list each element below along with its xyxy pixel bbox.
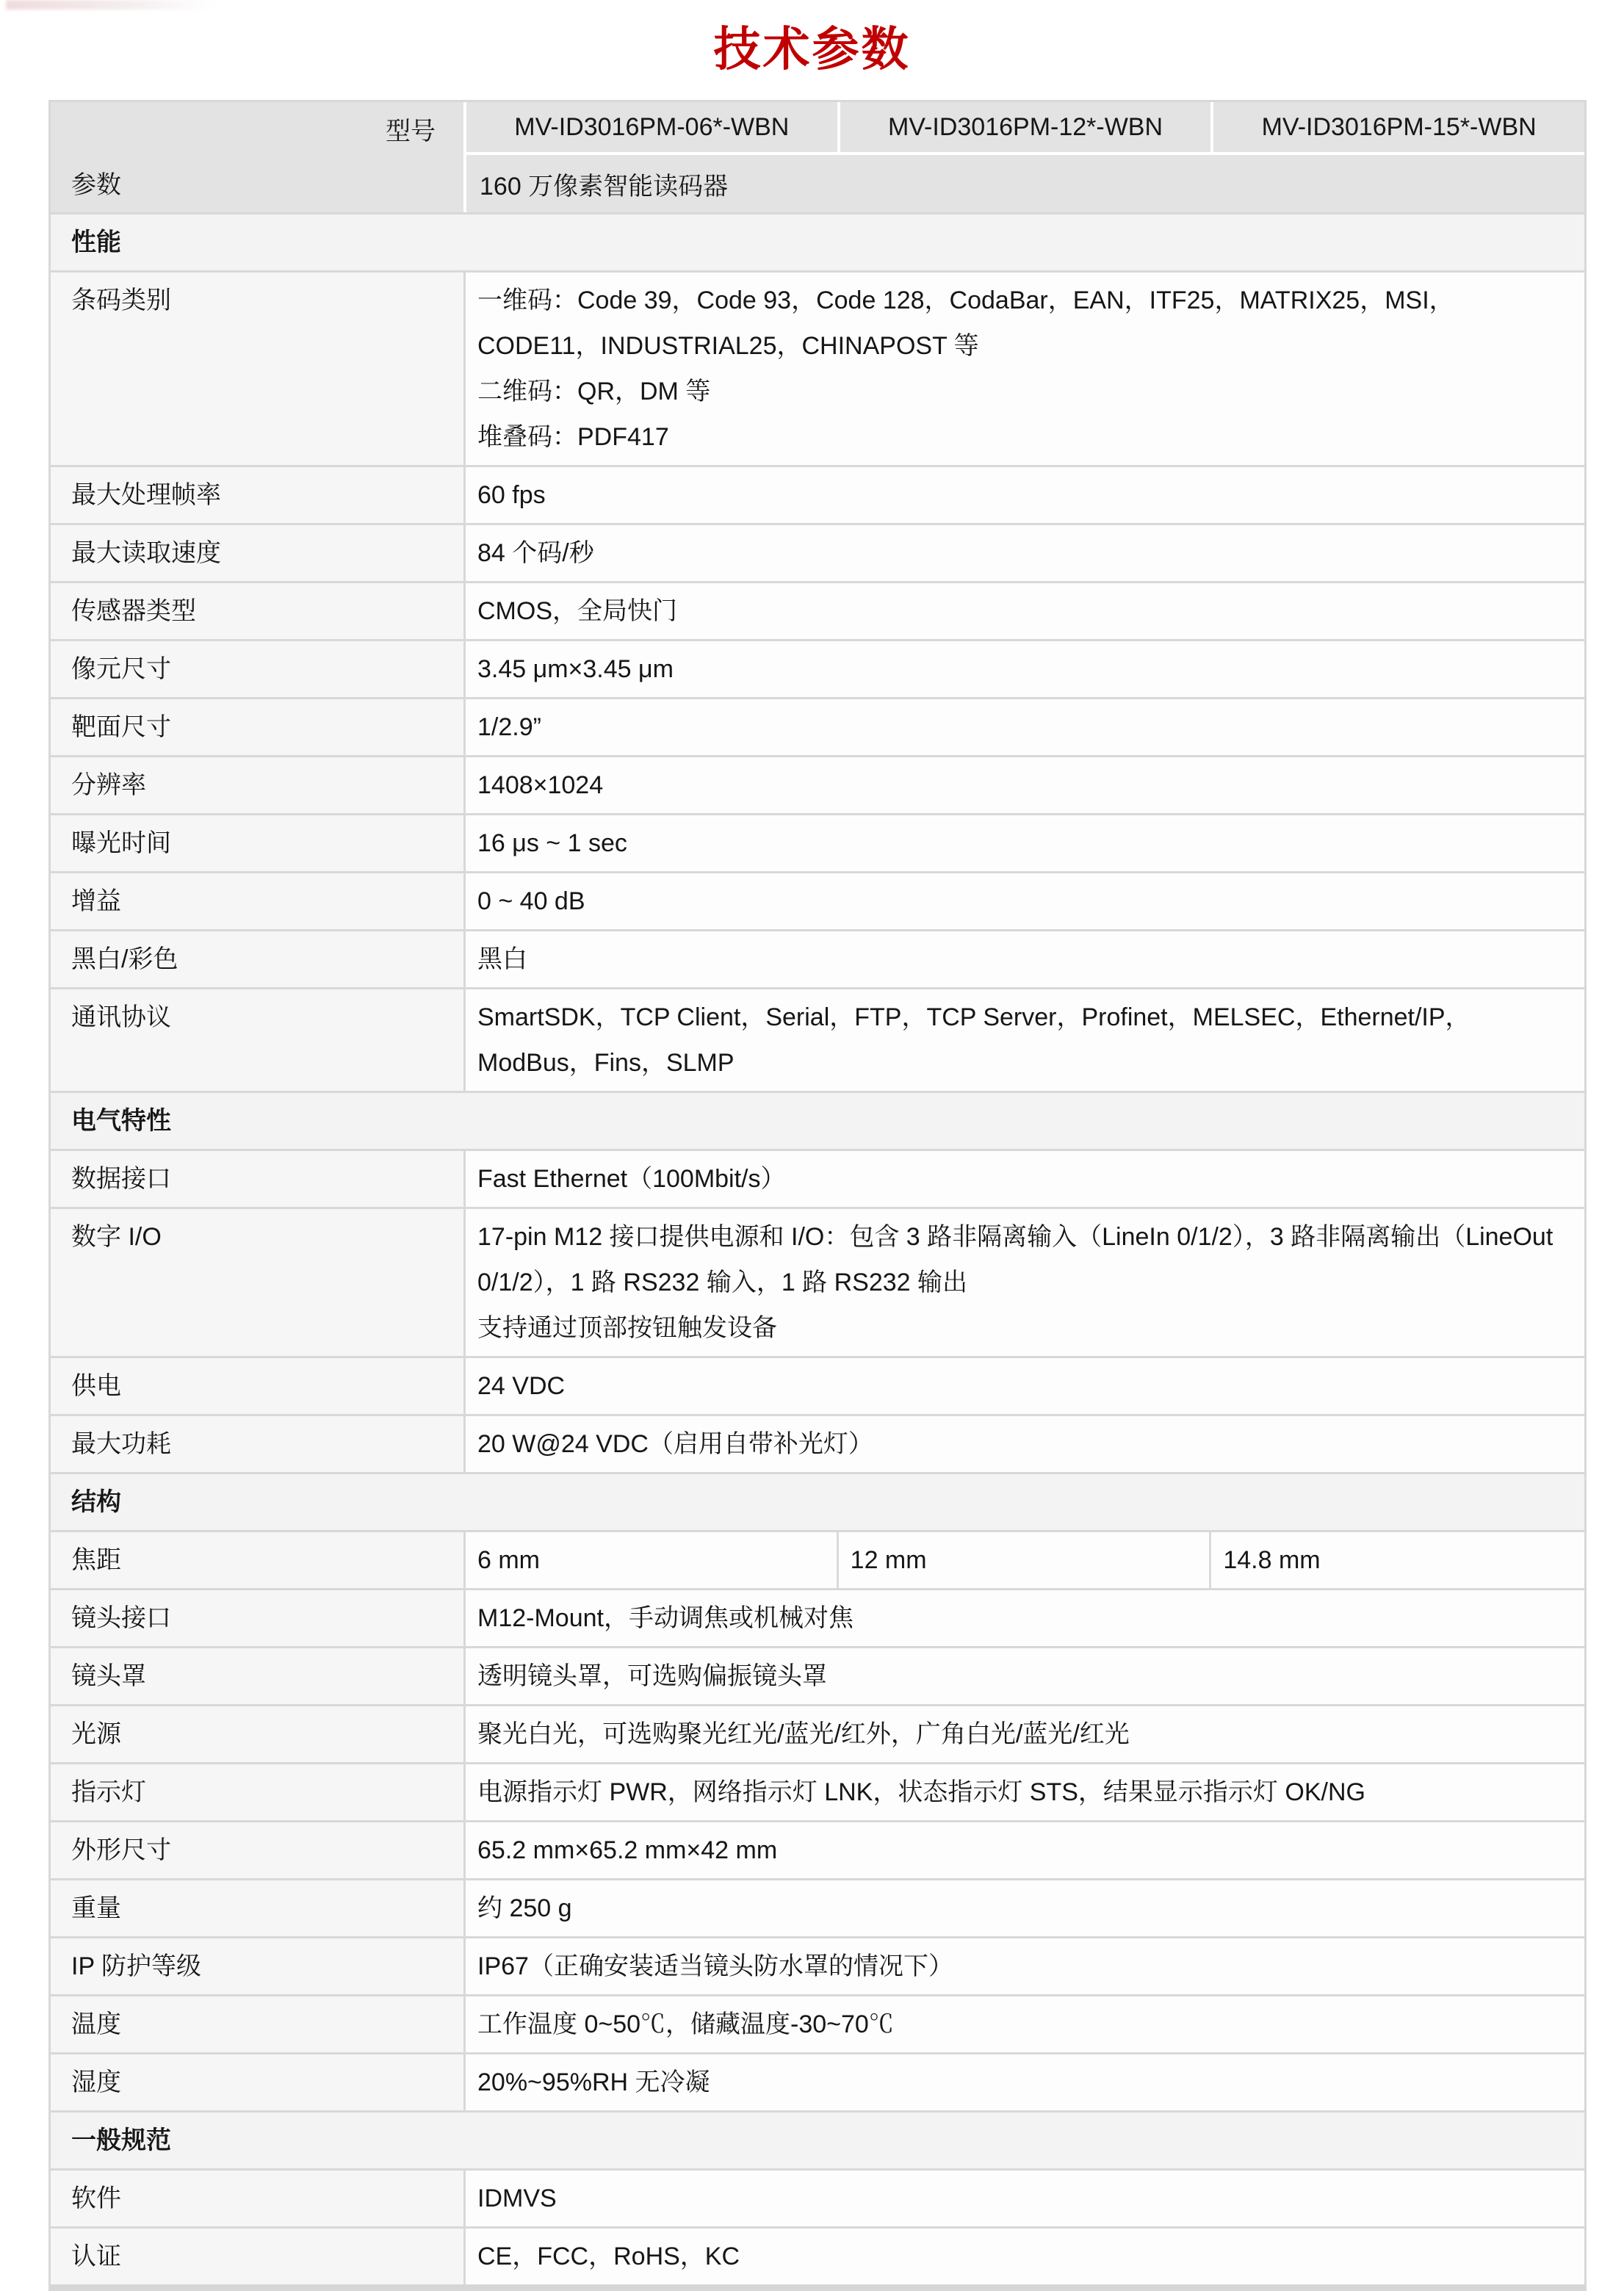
- row-label: 温度: [51, 1996, 466, 2052]
- table-header: [51, 102, 1584, 212]
- value-line: Fast Ethernet（100Mbit/s）: [477, 1165, 786, 1193]
- row-label: 镜头罩: [51, 1648, 466, 1704]
- corner-param-label: 参数: [71, 171, 121, 199]
- corner-model-label: 型号: [386, 118, 436, 145]
- row-value: [466, 467, 1584, 523]
- spec-row: [51, 755, 1584, 813]
- row-label: 条码类别: [51, 273, 466, 465]
- spec-row: [51, 1878, 1584, 1936]
- row-label: 最大处理帧率: [51, 467, 466, 523]
- value-line: 24 VDC: [477, 1372, 566, 1400]
- spec-row: [51, 1936, 1584, 1994]
- row-value: [466, 583, 1584, 639]
- row-label: 重量: [51, 1880, 466, 1936]
- row-label: 数字 I/O: [51, 1209, 466, 1356]
- value-line: 16 μs ~ 1 sec: [477, 829, 627, 857]
- spec-row: [51, 813, 1584, 871]
- header-model-cell: MV-ID3016PM-15*-WBN: [1213, 102, 1584, 152]
- row-value: [466, 1358, 1584, 1414]
- row-value: [466, 699, 1584, 755]
- value-line: IP67（正确安装适当镜头防水罩的情况下）: [477, 1952, 953, 1980]
- row-value: [466, 1822, 1584, 1878]
- row-value: [466, 2229, 1584, 2284]
- spec-row: [51, 270, 1584, 465]
- value-line: 1408×1024: [477, 771, 604, 799]
- page-title: 技术参数: [713, 23, 911, 76]
- row-value: [466, 1938, 1584, 1994]
- row-label: 镜头接口: [51, 1590, 466, 1646]
- row-value: 6 mm: [466, 1532, 839, 1588]
- spec-row: [51, 465, 1584, 523]
- row-value: [466, 989, 1584, 1091]
- value-line: 0 ~ 40 dB: [477, 887, 585, 915]
- value-line: IDMVS: [477, 2184, 557, 2212]
- row-value: [466, 273, 1584, 465]
- row-label: 焦距: [51, 1532, 466, 1588]
- row-value: [466, 1209, 1584, 1356]
- spec-row: [51, 1356, 1584, 1414]
- spec-row: [51, 987, 1584, 1091]
- value-line: 一维码：Code 39，Code 93，Code 128，CodaBar，EAN，ITF25，MATRIX25，MSI，CODE11，INDUSTRIAL25，CHINAPOST 等: [477, 286, 1454, 360]
- value-line: 3.45 μm×3.45 μm: [477, 655, 674, 683]
- value-line: 1/2.9”: [477, 713, 541, 741]
- spec-row: [51, 1149, 1584, 1207]
- row-label: 传感器类型: [51, 583, 466, 639]
- spec-row: [51, 2168, 1584, 2226]
- spec-row: [51, 523, 1584, 581]
- value-line: 约 250 g: [477, 1894, 572, 1922]
- header-model-cell: MV-ID3016PM-06*-WBN: [466, 102, 837, 152]
- row-value: 14.8 mm: [1211, 1532, 1584, 1588]
- row-value: [466, 931, 1584, 987]
- value-line: CE，FCC，RoHS，KC: [477, 2243, 740, 2270]
- value-line: 17-pin M12 接口提供电源和 I/O：包含 3 路非隔离输入（LineIn 0/1/2），3 路非隔离输出（LineOut 0/1/2），1 路 RS232 输入，1 路 RS232 输出: [477, 1223, 1553, 1296]
- spec-row: [51, 697, 1584, 755]
- row-label: 黑白/彩色: [51, 931, 466, 987]
- value-line: SmartSDK，TCP Client，Serial，FTP，TCP Server，Profinet，MELSEC，Ethernet/IP，ModBus，Fins，SLMP: [477, 1003, 1470, 1077]
- section-header-row: 电气特性: [51, 1091, 1584, 1149]
- row-label: 外形尺寸: [51, 1822, 466, 1878]
- row-value: [466, 2171, 1584, 2226]
- row-value: [466, 873, 1584, 929]
- row-value: [466, 1416, 1584, 1472]
- value-line: 20%~95%RH 无冷凝: [477, 2068, 710, 2096]
- spec-row: [51, 1588, 1584, 1646]
- value-line: 二维码：QR，DM 等: [477, 378, 711, 405]
- spec-row: [51, 1762, 1584, 1820]
- row-label: IP 防护等级: [51, 1938, 466, 1994]
- value-line: 透明镜头罩，可选购偏振镜头罩: [477, 1662, 827, 1690]
- row-label: 指示灯: [51, 1764, 466, 1820]
- row-label: 湿度: [51, 2054, 466, 2110]
- row-label: 通讯协议: [51, 989, 466, 1091]
- row-value: [466, 815, 1584, 871]
- row-value: [466, 525, 1584, 581]
- value-line: 堆叠码：PDF417: [477, 423, 669, 451]
- spec-row: [51, 871, 1584, 929]
- spec-row: [51, 1646, 1584, 1704]
- row-label: 曝光时间: [51, 815, 466, 871]
- spec-row: [51, 929, 1584, 987]
- spec-row: [51, 1530, 1584, 1588]
- header-corner-cell: [51, 102, 463, 212]
- row-label: 数据接口: [51, 1151, 466, 1207]
- row-label: 像元尺寸: [51, 641, 466, 697]
- row-value: 12 mm: [839, 1532, 1212, 1588]
- row-value: [466, 1764, 1584, 1820]
- value-line: 工作温度 0~50℃，储藏温度-30~70℃: [477, 2010, 894, 2038]
- spec-row: [51, 581, 1584, 639]
- spec-row: [51, 1994, 1584, 2052]
- section-header-row: 性能: [51, 212, 1584, 270]
- spec-row: [51, 2226, 1584, 2284]
- header-model-cell: MV-ID3016PM-12*-WBN: [840, 102, 1211, 152]
- table-body: [51, 212, 1584, 2284]
- row-value: [466, 641, 1584, 697]
- row-value: [466, 2054, 1584, 2110]
- row-label: 增益: [51, 873, 466, 929]
- spec-row: [51, 1704, 1584, 1762]
- row-label: 最大功耗: [51, 1416, 466, 1472]
- row-value: [466, 1151, 1584, 1207]
- value-line: CMOS，全局快门: [477, 597, 677, 625]
- row-label: 靶面尺寸: [51, 699, 466, 755]
- value-line: 黑白: [477, 945, 527, 973]
- row-value: [466, 757, 1584, 813]
- spec-row: [51, 1414, 1584, 1472]
- top-edge-print-artifact: [6, 0, 226, 10]
- section-header-row: 结构: [51, 1472, 1584, 1530]
- row-label: 软件: [51, 2171, 466, 2226]
- value-line: M12-Mount，手动调焦或机械对焦: [477, 1604, 853, 1632]
- spec-row: [51, 1820, 1584, 1878]
- value-line: 聚光白光，可选购聚光红光/蓝光/红外，广角白光/蓝光/红光: [477, 1720, 1130, 1748]
- spec-row: [51, 639, 1584, 697]
- row-value: [466, 1880, 1584, 1936]
- value-line: 支持通过顶部按钮触发设备: [477, 1314, 777, 1342]
- row-value: [466, 1996, 1584, 2052]
- row-label: 分辨率: [51, 757, 466, 813]
- value-line: 65.2 mm×65.2 mm×42 mm: [477, 1836, 778, 1864]
- row-value: [466, 1706, 1584, 1762]
- value-line: 电源指示灯 PWR，网络指示灯 LNK，状态指示灯 STS，结果显示指示灯 OK/NG: [477, 1778, 1365, 1806]
- header-series-cell: 160 万像素智能读码器: [466, 155, 1584, 212]
- spec-row: [51, 2052, 1584, 2110]
- value-line: 60 fps: [477, 481, 546, 509]
- row-value: [466, 1648, 1584, 1704]
- spec-table: [48, 100, 1587, 2291]
- spec-row: [51, 1207, 1584, 1356]
- row-label: 供电: [51, 1358, 466, 1414]
- row-value: [466, 1590, 1584, 1646]
- value-line: 84 个码/秒: [477, 539, 594, 567]
- section-header-row: 一般规范: [51, 2110, 1584, 2168]
- row-label: 最大读取速度: [51, 525, 466, 581]
- row-label: 认证: [51, 2229, 466, 2284]
- value-line: 20 W@24 VDC（启用自带补光灯）: [477, 1430, 873, 1458]
- row-label: 光源: [51, 1706, 466, 1762]
